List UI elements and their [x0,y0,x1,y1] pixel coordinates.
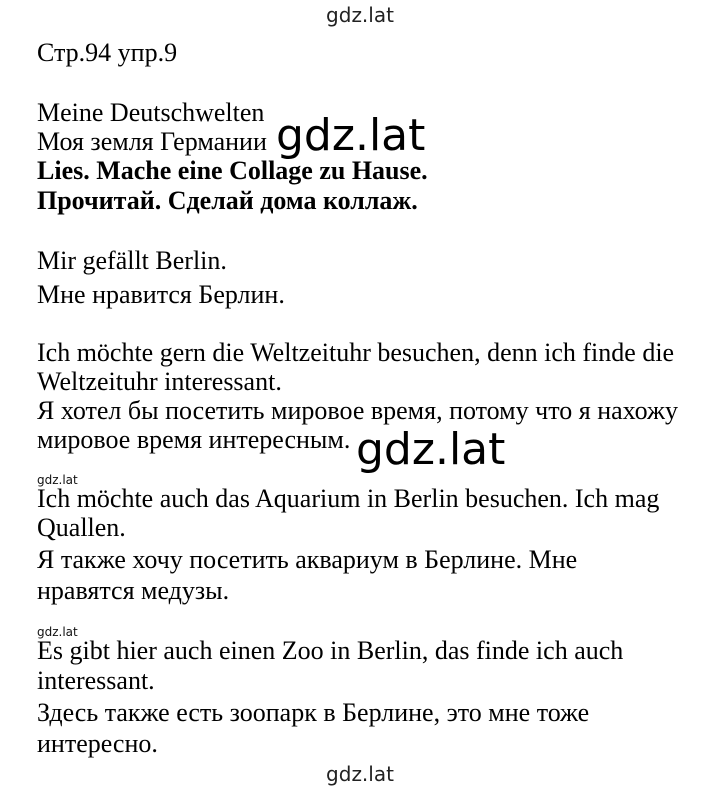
watermark-small-1: gdz.lat [37,473,78,487]
task-german: Lies. Mache eine Collage zu Hause. [37,156,428,185]
paragraph-2-russian-line-2: мировое время интересным. [37,425,351,454]
watermark-top: gdz.lat [326,3,394,27]
task-russian: Прочитай. Сделай дома коллаж. [37,186,418,215]
paragraph-2-russian-line-1: Я хотел бы посетить мировое время, потому что я нахожу [37,396,678,425]
paragraph-1-russian-line-1: Мне нравится Берлин. [37,280,285,309]
watermark-small-2: gdz.lat [37,625,78,639]
watermark-bottom: gdz.lat [326,762,394,786]
paragraph-4-german-line-2: interessant. [37,666,155,695]
paragraph-2-german-line-1: Ich möchte gern die Weltzeituhr besuchen, denn ich finde die [37,338,675,367]
paragraph-2-german-line-2: Weltzeituhr interessant. [37,367,282,396]
paragraph-4-russian-line-2: интересно. [37,729,158,758]
paragraph-4-russian-line-1: Здесь также есть зоопарк в Берлине, это мне тоже [37,698,590,727]
title-german: Meine Deutschwelten [37,98,265,127]
paragraph-1-german-line-1: Mir gefällt Berlin. [37,246,227,275]
paragraph-3-russian-line-2: нравятся медузы. [37,576,230,605]
paragraph-4-german-line-1: Es gibt hier auch einen Zoo in Berlin, das finde ich auch [37,636,624,665]
paragraph-3-german-line-2: Quallen. [37,513,126,542]
paragraph-3-russian-line-1: Я также хочу посетить аквариум в Берлине. Мне [37,545,578,574]
paragraph-3-german-line-1: Ich möchte auch das Aquarium in Berlin besuchen. Ich mag [37,484,660,513]
watermark-large-2: gdz.lat [356,424,506,475]
title-russian: Моя земля Германии [37,127,267,156]
watermark-large-1: gdz.lat [276,110,426,161]
page-heading: Стр.94 упр.9 [37,38,178,67]
